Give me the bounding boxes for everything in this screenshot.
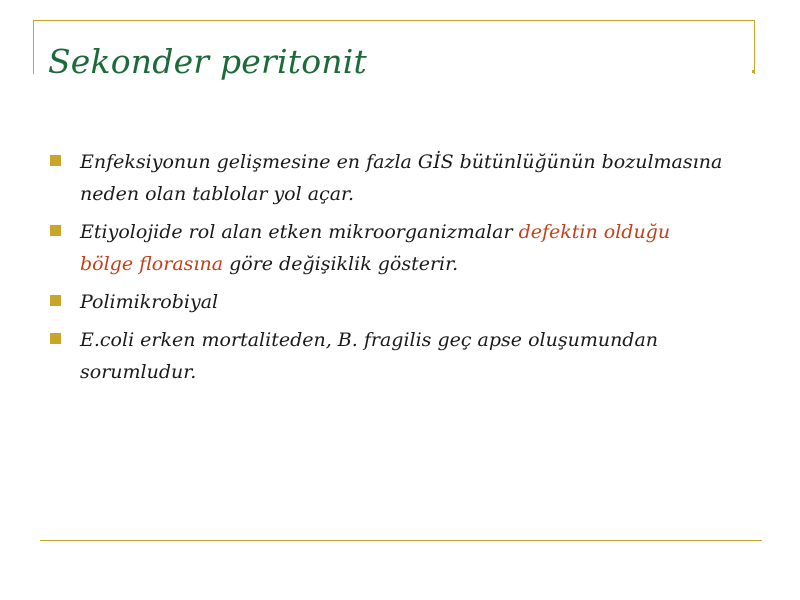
frame-left-line — [33, 20, 34, 74]
frame-top-line — [33, 20, 755, 21]
bullet-item-1 — [48, 146, 728, 210]
bullet-text: Etiyolojide rol alan etken mikroorganizmalar — [80, 221, 519, 243]
bullet-text: Polimikrobiyal — [80, 291, 219, 313]
frame-corner-dot — [752, 70, 755, 73]
bullet-item-2 — [48, 216, 728, 280]
bullet-item-3 — [48, 286, 728, 318]
bullet-item-4 — [48, 324, 728, 388]
slide-title: Sekonder peritonit — [48, 42, 367, 81]
frame-right-line — [754, 20, 755, 74]
square-bullet-icon — [50, 225, 61, 236]
bullet-highlight-text: defektin olduğu bölge florasına — [80, 221, 671, 275]
frame-bottom-line — [40, 540, 762, 541]
square-bullet-icon — [50, 295, 61, 306]
bullet-text: Enfeksiyonun gelişmesine en fazla GİS bütünlüğünün bozulmasına neden olan tablolar yol açar. — [80, 151, 723, 205]
bullet-text: E.coli erken mortaliteden, B. fragilis geç apse oluşumundan sorumludur. — [80, 329, 659, 383]
square-bullet-icon — [50, 333, 61, 344]
bullet-text-after: göre değişiklik gösterir. — [223, 253, 459, 275]
bullet-list — [48, 146, 728, 394]
square-bullet-icon — [50, 155, 61, 166]
